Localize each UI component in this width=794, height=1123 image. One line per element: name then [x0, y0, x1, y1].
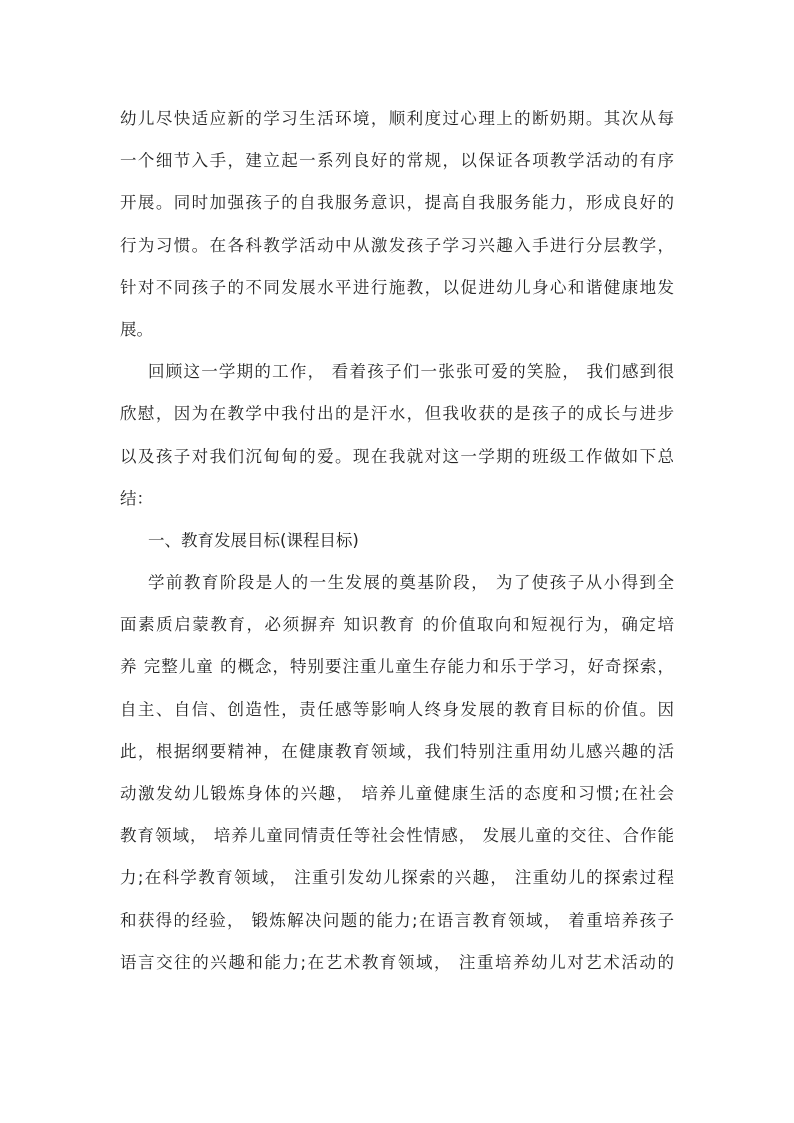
section-heading: 一、教育发展目标(课程目标) [148, 530, 359, 550]
text-line: 展。 [120, 319, 153, 339]
text-line: 结： [120, 488, 153, 508]
text-line: 一个细节入手，建立起一系列良好的常规，以保证各项教学活动的有序 [120, 151, 674, 171]
document-body [120, 98, 674, 984]
text-line: 面素质启蒙教育，必须摒弃 知识教育 的价值取向和短视行为，确定培 [120, 615, 674, 635]
text-line: 养 完整儿童 的概念，特别要注重儿童生存能力和乐于学习，好奇探索， [120, 657, 674, 677]
text-line: 和获得的经验， 锻炼解决问题的能力;在语言教育领域， 着重培养孩子 [120, 910, 674, 930]
text-line: 欣慰，因为在教学中我付出的是汗水，但我收获的是孩子的成长与进步 [120, 404, 674, 424]
text-line: 以及孩子对我们沉甸甸的爱。现在我就对这一学期的班级工作做如下总 [120, 446, 674, 466]
text-line: 学前教育阶段是人的一生发展的奠基阶段， 为了使孩子从小得到全 [148, 573, 674, 593]
text-line: 此，根据纲要精神，在健康教育领域，我们特别注重用幼儿感兴趣的活 [120, 741, 674, 761]
text-line: 幼儿尽快适应新的学习生活环境，顺利度过心理上的断奶期。其次从每 [120, 109, 674, 128]
text-line: 回顾这一学期的工作， 看着孩子们一张张可爱的笑脸， 我们感到很 [148, 362, 674, 382]
text-line: 力;在科学教育领域， 注重引发幼儿探索的兴趣， 注重幼儿的探索过程 [120, 868, 674, 888]
text-line: 语言交往的兴趣和能力;在艺术教育领域， 注重培养幼儿对艺术活动的 [120, 952, 674, 972]
text-line: 教育领域， 培养儿童同情责任等社会性情感， 发展儿童的交往、合作能 [120, 826, 674, 846]
text-line: 针对不同孩子的不同发展水平进行施教，以促进幼儿身心和谐健康地发 [120, 277, 674, 297]
text-line: 行为习惯。在各科教学活动中从激发孩子学习兴趣入手进行分层教学， [120, 235, 674, 255]
text-line: 开展。同时加强孩子的自我服务意识，提高自我服务能力，形成良好的 [120, 193, 674, 213]
text-line: 动激发幼儿锻炼身体的兴趣， 培养儿童健康生活的态度和习惯;在社会 [120, 784, 674, 803]
text-line: 自主、自信、创造性，责任感等影响人终身发展的教育目标的价值。因 [120, 699, 674, 719]
